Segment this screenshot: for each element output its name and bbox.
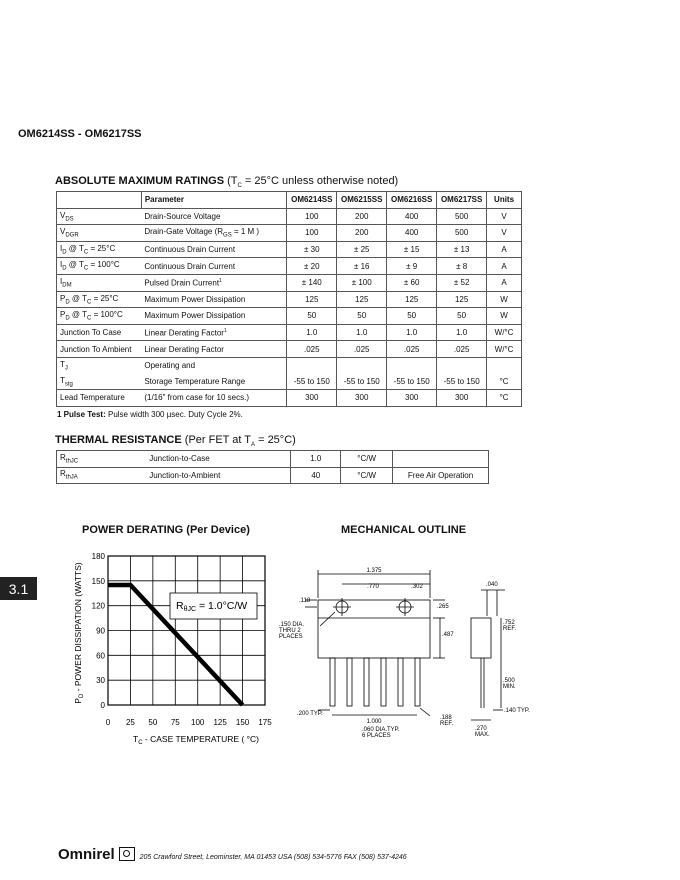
y-tick-label: 0 [100,701,105,710]
dim-1000: 1.000 [366,719,382,725]
table-row [57,258,522,275]
row-value: 200 [337,208,387,225]
row-value: 400 [387,225,437,242]
row-value: ± 15 [387,241,437,258]
row-unit: V [487,225,522,242]
row-value: 400 [387,208,437,225]
y-tick-label: 150 [91,576,105,586]
footer-address: 205 Crawford Street, Leominster, MA 01453 USA (508) 534-5776 FAX (508) 537-4246 [139,854,407,861]
row-value: .025 [437,341,487,358]
dim-150-places: PLACES [279,634,303,640]
x-tick-label: 25 [125,718,135,727]
row-value: 300 [337,390,387,407]
power-derating-chart [60,545,290,750]
thermal-note: (Per FET at $T_A = 25^\circ C$) [184,434,296,449]
row-value: 1.0 [337,324,387,341]
row-parameter: Linear Derating Factor$^1$ [141,324,286,341]
dim-302: .302 [411,584,423,590]
row-symbol: $R_{thJC}$ [57,451,147,468]
table-row [57,208,522,225]
row-value: .025 [337,341,387,358]
table-row [57,357,522,373]
y-axis-label: $P_D$ - POWER DISSIPATION (WATTS) [73,562,85,704]
row-symbol: $T_{stg}$ [57,374,142,390]
row-value: -55 to 150 [437,374,487,390]
annotation-label: RθJC = 1.0°C/W [176,600,248,613]
x-tick-label: 50 [148,718,158,727]
x-tick-label: 100 [191,718,205,727]
dim-500-min: MIN. [503,684,516,690]
row-symbol: $I_D$ @ $T_C = 100^\circ C$ [57,258,142,275]
row-parameter: Pulsed Drain Current$^1$ [141,274,286,291]
row-unit: W/°C [487,324,522,341]
row-parameter: Drain-Source Voltage [141,208,286,225]
pulse-test-footnote [57,410,243,419]
row-value: ± 20 [287,258,337,275]
row-symbol: $I_{DM}$ [57,274,142,291]
row-unit: °C/W [341,451,393,468]
dim-752: .752 [503,620,515,626]
row-parameter: Drain-Gate Voltage ($R_{GS} = 1$ M ) [141,225,286,242]
dim-487: .487 [442,632,454,638]
mechanical-outline-drawing [275,560,545,760]
row-parameter: Junction-to-Ambient [146,467,291,484]
amr-title [55,175,398,189]
row-value: ± 100 [337,274,387,291]
row-value: ± 52 [437,274,487,291]
row-value: 100 [287,225,337,242]
row-symbol: Junction To Case [57,324,142,341]
row-value: 1.0 [387,324,437,341]
row-value: 1.0 [287,324,337,341]
footnote-text: Pulse width 300 µsec. Duty Cycle 2%. [105,410,243,419]
table-row [57,291,522,308]
row-value: 300 [437,390,487,407]
row-value: 100 [287,208,337,225]
row-parameter: Maximum Power Dissipation [141,308,286,325]
row-value: ± 16 [337,258,387,275]
y-tick-label: 120 [91,601,105,611]
row-unit: °C [487,374,522,390]
row-value: ± 8 [437,258,487,275]
chart-title: POWER DERATING (Per Device) [82,524,250,536]
dim-040: .040 [486,582,498,588]
row-parameter: Maximum Power Dissipation [141,291,286,308]
row-unit: W/°C [487,341,522,358]
thermal-table [56,450,489,484]
amr-header-om6217ss: OM6217SS [437,192,487,209]
dim-752-ref: REF. [503,626,517,632]
x-tick-label: 0 [105,718,111,727]
dim-1375: 1.375 [366,568,382,574]
amr-header-om6214ss: OM6214SS [287,192,337,209]
y-tick-label: 30 [96,676,105,686]
row-value: ± 60 [387,274,437,291]
amr-note: ($T_C = 25^\circ C$ unless otherwise noted) [227,175,399,190]
row-value: 300 [287,390,337,407]
row-value: ± 25 [337,241,387,258]
row-parameter: (1/16" from case for 10 secs.) [141,390,286,407]
dim-770: .770 [367,584,379,590]
dim-060-dia: .060 DIA.TYP. [362,727,400,733]
dim-200-typ: .200 TYP. [297,711,323,717]
row-value: .025 [387,341,437,358]
y-tick-label: 60 [96,651,105,661]
row-symbol: Lead Temperature [57,390,142,407]
annotation-box [170,593,257,619]
dim-270: .270 [475,726,487,732]
amr-header-om6215ss: OM6215SS [337,192,387,209]
row-value: 125 [387,291,437,308]
logo-mark-icon [119,847,135,861]
row-symbol: $P_D$ @ $T_C = 25^\circ C$ [57,291,142,308]
row-symbol: $I_D$ @ $T_C = 25^\circ C$ [57,241,142,258]
row-unit: °C/W [341,467,393,484]
row-note: Free Air Operation [393,467,489,484]
chart-grid [108,556,265,705]
amr-header-units: Units [487,192,522,209]
x-tick-label: 175 [258,718,272,727]
row-parameter: Storage Temperature Range [141,374,286,390]
row-unit: °C [487,390,522,407]
row-parameter: Linear Derating Factor [141,341,286,358]
dim-150-dia: .150 DIA. [279,622,305,628]
x-tick-label: 75 [170,718,180,727]
mechanical-title: MECHANICAL OUTLINE [341,524,467,536]
footer [58,846,407,866]
row-value: .025 [287,341,337,358]
x-axis-label: $T_C$ - CASE TEMPERATURE ( °C) [133,734,259,746]
row-value: ± 9 [387,258,437,275]
amr-table [56,191,522,407]
table-row [57,308,522,325]
row-unit: A [487,258,522,275]
row-value: ± 30 [287,241,337,258]
row-value: ± 13 [437,241,487,258]
row-value: 125 [437,291,487,308]
row-value: 125 [287,291,337,308]
row-value: 200 [337,225,387,242]
row-parameter: Operating and [141,357,286,373]
company-logo: Omnirel [58,846,115,863]
row-unit: V [487,208,522,225]
dim-265: .265 [437,604,449,610]
dim-140-typ: .140 TYP. [504,708,530,714]
row-symbol: $V_{DS}$ [57,208,142,225]
row-value: -55 to 150 [287,374,337,390]
table-row [57,225,522,242]
row-symbol: $V_{DGR}$ [57,225,142,242]
row-parameter: Continuous Drain Current [141,241,286,258]
dim-188-ref: REF. [440,721,454,727]
row-note [393,451,489,468]
table-row [57,241,522,258]
amr-header-parameter: Parameter [141,192,286,209]
dim-150-thru: THRU 2 [279,628,301,634]
amr-header-row [57,192,522,209]
table-row [57,324,522,341]
thermal-title-text: THERMAL RESISTANCE [55,434,182,446]
row-value: 500 [437,208,487,225]
row-symbol: $P_D$ @ $T_C = 100^\circ C$ [57,308,142,325]
table-row [57,390,522,407]
row-symbol: $T_J$ [57,357,142,373]
row-unit: W [487,308,522,325]
row-value: 50 [387,308,437,325]
x-tick-label: 150 [235,718,250,727]
table-row [57,274,522,291]
row-symbol: Junction To Ambient [57,341,142,358]
part-number-title: OM6214SS - OM6217SS [18,128,142,140]
row-unit: W [487,291,522,308]
section-tab: 3.1 [0,577,37,600]
row-value: ± 140 [287,274,337,291]
table-row [57,341,522,358]
row-value: 125 [337,291,387,308]
row-parameter: Continuous Drain Current [141,258,286,275]
row-value: 40 [291,467,341,484]
row-value: 1.0 [437,324,487,341]
amr-title-text: ABSOLUTE MAXIMUM RATINGS [55,175,225,187]
row-value: -55 to 150 [387,374,437,390]
row-unit: A [487,241,522,258]
row-value: 50 [287,308,337,325]
table-row [57,467,489,484]
y-tick-label: 90 [96,626,105,636]
footnote-label: 1 Pulse Test: [57,410,106,419]
row-value: 300 [387,390,437,407]
row-unit: A [487,274,522,291]
row-value: 1.0 [291,451,341,468]
dim-270-max: MAX. [475,732,490,738]
table-row [57,451,489,468]
dim-188: .188 [440,715,452,721]
row-symbol: $R_{thJA}$ [57,467,147,484]
x-tick-label: 125 [213,718,227,727]
row-value: 50 [437,308,487,325]
dim-118: .118 [299,598,311,604]
row-value: 500 [437,225,487,242]
row-parameter: Junction-to-Case [146,451,291,468]
y-tick-label: 180 [91,552,105,561]
thermal-title [55,434,296,448]
dim-060-places: 6 PLACES [362,733,391,739]
amr-header-om6216ss: OM6216SS [387,192,437,209]
dim-500: .500 [503,678,515,684]
row-value: 50 [337,308,387,325]
table-row [57,374,522,390]
row-value: -55 to 150 [337,374,387,390]
